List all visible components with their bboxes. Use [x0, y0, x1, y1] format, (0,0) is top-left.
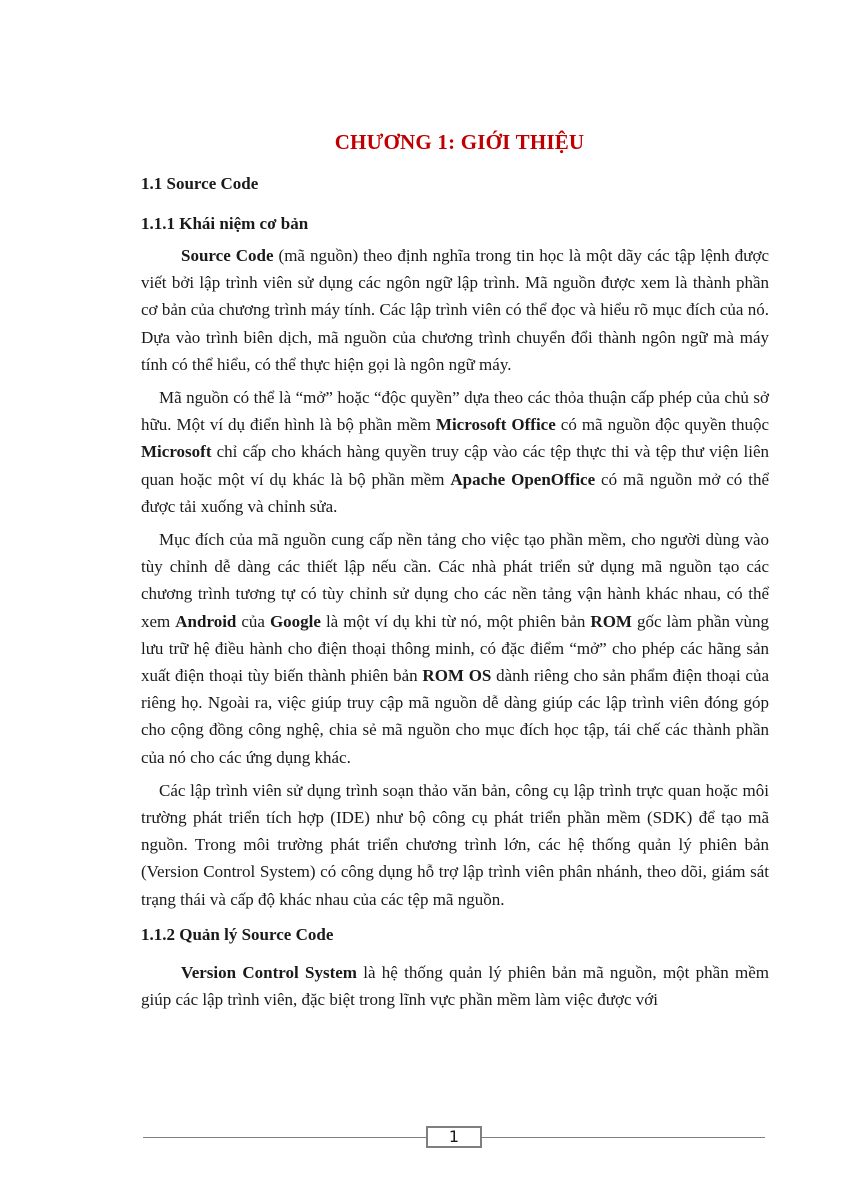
paragraph-text: Mã nguồn có thể là “mở” hoặc “độc quyền” dựa theo các thỏa thuận cấp phép của chủ sở hữu. Một ví dụ điển hình là bộ phần mềm	[141, 388, 769, 435]
chapter-title: CHƯƠNG 1: GIỚI THIỆU	[334, 130, 585, 154]
section-heading: 1.1 Source Code	[141, 174, 259, 193]
paragraph-text: dành riêng cho sản phẩm điện thoại của riêng họ. Ngoài ra, việc giúp truy cập mã nguồn dễ dàng giúp các lập trình viên đóng góp cho cộng đồng công nghệ, chia sẻ mã nguồn cho mục đích học tập, tái chế các thành phần của nó cho các ứng dụng khác.	[141, 666, 769, 767]
paragraph-text: chỉ cấp cho khách hàng quyền truy cập vào các tệp thực thi và tệp thư viện liên quan hoặc một ví dụ khác là bộ phần mềm	[141, 442, 769, 489]
paragraph-text: có mã nguồn độc quyền thuộc	[555, 415, 769, 435]
term-google: Google	[269, 611, 321, 631]
subsection-heading-concepts: 1.1.1 Khái niệm cơ bản	[141, 214, 309, 233]
paragraph-text: có mã nguồn mở có thể được tải xuống và chỉnh sửa.	[141, 469, 769, 516]
subsection-heading-management: 1.1.2 Quản lý Source Code	[141, 924, 334, 944]
term-microsoft: Microsoft	[141, 442, 212, 462]
paragraph-tools: Các lập trình viên sử dụng trình soạn thảo văn bản, công cụ lập trình trực quan hoặc môi trường phát triển tích hợp (IDE) như bộ công cụ phát triển phần mềm (SDK) để tạo mã nguồn. Trong môi trường phát triển chương trình lớn, các hệ thống quản lý phiên bản (Version Control System) có công dụng hỗ trợ lập trình viên phân nhánh, theo dõi, giám sát trạng thái và cấp độ khác nhau của các tệp mã nguồn.	[141, 780, 769, 909]
paragraph-open-proprietary	[141, 384, 769, 520]
term-android: Android	[175, 611, 237, 631]
paragraph-source-code-definition	[141, 242, 769, 378]
term-rom-os: ROM OS	[422, 666, 492, 686]
term-microsoft-office: Microsoft Office	[435, 415, 556, 435]
page-number: 1	[426, 1126, 482, 1148]
paragraph-text: của	[236, 611, 270, 631]
paragraph-purpose	[141, 526, 769, 771]
subsection-management	[141, 923, 769, 1013]
term-rom: ROM	[590, 611, 632, 631]
paragraph-text: là hệ thống quản lý phiên bản mã nguồn, một phần mềm giúp các lập trình viên, đặc biệt trong lĩnh vực phần mềm làm việc được với	[141, 962, 769, 1010]
paragraph-text: (mã nguồn) theo định nghĩa trong tin học là một dãy các tập lệnh được viết bởi lập trình viên sử dụng các ngôn ngữ lập trình. Mã nguồn được xem là thành phần cơ bản của chương trình máy tính. Các lập trình viên có thể đọc và hiểu rõ mục đích của nó. Dựa vào trình biên dịch, mã nguồn của chương trình chuyển đổi thành ngôn ngữ mà máy tính có thể hiểu, có thể thực hiện gọi là ngôn ngữ máy.	[141, 246, 769, 374]
paragraph-version-control	[141, 959, 769, 1013]
paragraph-text: là một ví dụ khi từ nó, một phiên bản	[320, 611, 591, 631]
term-version-control-system: Version Control System	[181, 962, 357, 982]
paragraph-text: gốc làm phần vùng lưu trữ hệ điều hành cho điện thoại thông minh, có đặc điểm “mở” cho phép các hãng sản xuất điện thoại tùy biến thành phiên bản	[141, 611, 769, 686]
paragraph-text: Mục đích của mã nguồn cung cấp nền tảng cho việc tạo phần mềm, cho người dùng vào tùy chỉnh dễ dàng các thiết lập nếu cần. Các nhà phát triển sử dụng mã nguồn tạo các chương trình tương tự có tùy chỉnh sử dụng cho các nền tảng vận hành khác nhau, có thể xem	[141, 530, 769, 631]
term-apache-openoffice: Apache OpenOffice	[450, 469, 596, 489]
term-source-code: Source Code	[181, 246, 274, 265]
page-content	[141, 172, 769, 1013]
